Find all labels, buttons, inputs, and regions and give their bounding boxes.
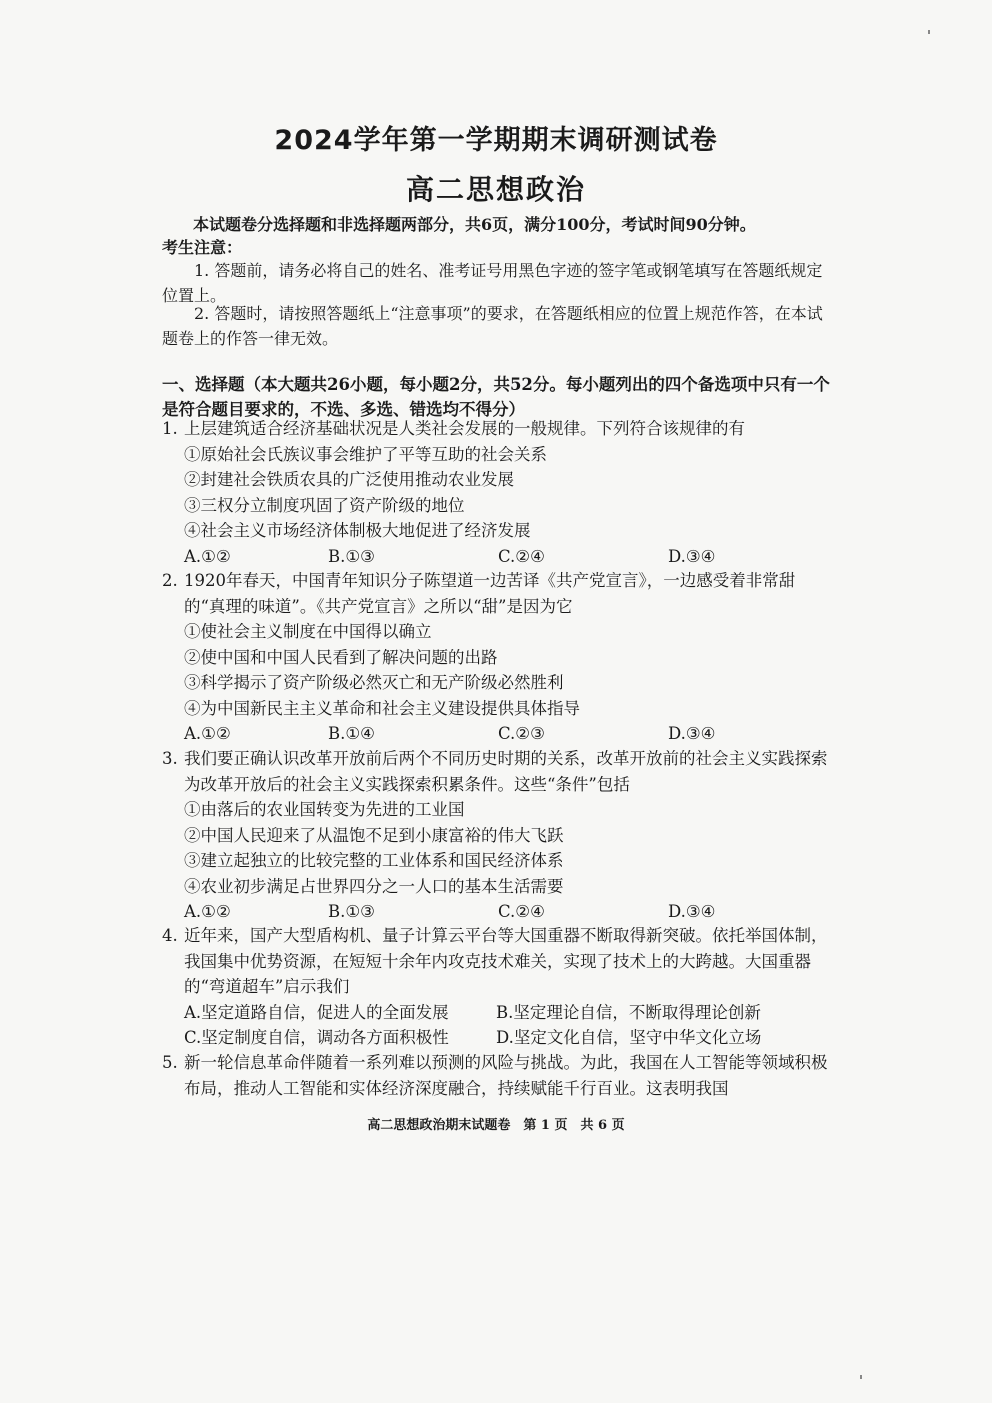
question-stem bbox=[162, 1050, 832, 1101]
scan-speck bbox=[860, 1375, 862, 1379]
statement-option: ①原始社会氏族议事会维护了平等互助的社会关系 bbox=[184, 444, 547, 464]
statement-option: ②使中国和中国人民看到了解决问题的出路 bbox=[184, 647, 498, 667]
question-stem bbox=[162, 568, 832, 619]
question-text: 上层建筑适合经济基础状况是人类社会发展的一般规律。下列符合该规律的有 bbox=[184, 419, 745, 438]
question-number: 5. bbox=[162, 1053, 178, 1072]
choice-c: C.②④ bbox=[498, 902, 545, 921]
answer-choices bbox=[162, 899, 832, 925]
choice-d: D.③④ bbox=[668, 724, 716, 743]
question-text: 新一轮信息革命伴随着一系列难以预测的风险与挑战。为此，我国在人工智能等领域积极布局，推动人工智能和实体经济深度融合，持续赋能千行百业。这表明我国 bbox=[184, 1053, 828, 1098]
question-text: 近年来，国产大型盾构机、量子计算云平台等大国重器不断取得新突破。依托举国体制，我国集中优势资源，在短短十余年内攻克技术难关，实现了技术上的大跨越。大国重器的“弯道超车”启示我们 bbox=[184, 926, 828, 996]
question-stem bbox=[162, 416, 832, 442]
question-1 bbox=[162, 416, 832, 569]
choice-a: A.①② bbox=[184, 724, 231, 743]
choice-a: A.①② bbox=[184, 546, 231, 566]
answer-choices bbox=[162, 1000, 832, 1026]
notice-item: 1. 答题前，请务必将自己的姓名、准考证号用黑色字迹的签字笔或钢笔填写在答题纸规定位置上。 bbox=[162, 261, 823, 305]
choice-d: D.③④ bbox=[668, 902, 716, 921]
answer-choices bbox=[162, 544, 832, 570]
question-stem bbox=[162, 923, 832, 1000]
choice-b: B.①③ bbox=[328, 546, 375, 566]
question-text: 我们要正确认识改革开放前后两个不同历史时期的关系，改革开放前的社会主义实践探索为改革开放后的社会主义实践探索积累条件。这些“条件”包括 bbox=[184, 749, 828, 794]
statement-option: ②中国人民迎来了从温饱不足到小康富裕的伟大飞跃 bbox=[184, 825, 564, 845]
statement-option: ②封建社会铁质农具的广泛使用推动农业发展 bbox=[184, 470, 514, 489]
scan-speck bbox=[928, 30, 930, 34]
question-number: 4. bbox=[162, 926, 178, 945]
statement-option: ④为中国新民主主义革命和社会主义建设提供具体指导 bbox=[184, 698, 580, 718]
choice-c: C.②③ bbox=[498, 724, 545, 743]
answer-choices bbox=[162, 721, 832, 747]
choice-b: B.①④ bbox=[328, 724, 375, 743]
choice-d: D.③④ bbox=[668, 546, 716, 566]
statement-option: ④社会主义市场经济体制极大地促进了经济发展 bbox=[184, 521, 531, 540]
statement-option: ③科学揭示了资产阶级必然灭亡和无产阶级必然胜利 bbox=[184, 673, 564, 692]
statement-option: ③建立起独立的比较完整的工业体系和国民经济体系 bbox=[184, 851, 564, 870]
exam-title: 2024学年第一学期期末调研测试卷 bbox=[274, 125, 718, 156]
notice-item: 2. 答题时，请按照答题纸上“注意事项”的要求，在答题纸相应的位置上规范作答，在本试题卷上的作答一律无效。 bbox=[162, 304, 823, 348]
statement-option: ③三权分立制度巩固了资产阶级的地位 bbox=[184, 495, 465, 515]
statement-option: ①使社会主义制度在中国得以确立 bbox=[184, 622, 432, 641]
choice-a: A.坚定道路自信，促进人的全面发展 bbox=[184, 1002, 449, 1022]
question-stem bbox=[162, 746, 832, 797]
section-heading: 一、选择题（本大题共26小题，每小题2分，共52分。每小题列出的四个备选项中只有一个是符合题目要求的，不选、多选、错选均不得分） bbox=[162, 375, 830, 419]
choice-c: C.坚定制度自信，调动各方面积极性 bbox=[184, 1028, 449, 1047]
choice-a: A.①② bbox=[184, 902, 231, 921]
question-text: 1920年春天，中国青年知识分子陈望道一边苦译《共产党宣言》，一边感受着非常甜的“真理的味道”。《共产党宣言》之所以“甜”是因为它 bbox=[184, 571, 796, 616]
question-5 bbox=[162, 1050, 832, 1101]
choice-d: D.坚定文化自信，坚守中华文化立场 bbox=[496, 1028, 762, 1047]
question-number: 2. bbox=[162, 571, 178, 590]
choice-c: C.②④ bbox=[498, 546, 545, 566]
subject-title: 高二思想政治 bbox=[405, 173, 586, 206]
exam-intro: 本试题卷分选择题和非选择题两部分，共6页，满分100分，考试时间90分钟。 bbox=[193, 215, 756, 234]
answer-choices bbox=[162, 1025, 832, 1051]
question-4 bbox=[162, 923, 832, 1051]
question-2 bbox=[162, 568, 832, 747]
statement-option: ④农业初步满足占世界四分之一人口的基本生活需要 bbox=[184, 876, 564, 896]
question-number: 1. bbox=[162, 419, 178, 438]
question-number: 3. bbox=[162, 749, 178, 768]
choice-b: B.坚定理论自信，不断取得理论创新 bbox=[496, 1002, 761, 1022]
statement-option: ①由落后的农业国转变为先进的工业国 bbox=[184, 800, 465, 819]
choice-b: B.①③ bbox=[328, 902, 375, 921]
page-footer: 高二思想政治期末试题卷 第 1 页 共 6 页 bbox=[367, 1118, 625, 1133]
question-3 bbox=[162, 746, 832, 925]
notice-heading: 考生注意： bbox=[162, 238, 243, 257]
